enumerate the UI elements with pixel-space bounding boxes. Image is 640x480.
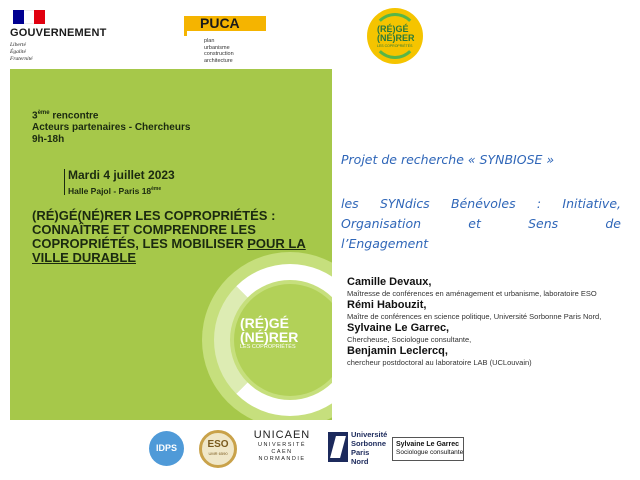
- regenerer-logo: [367, 8, 423, 64]
- poster-logo-line: (NÉ)RER: [240, 329, 299, 345]
- motto-line: Égalité: [10, 49, 26, 55]
- idps-logo: IDPS: [149, 431, 184, 466]
- puca-title: PUCA: [200, 15, 240, 31]
- puca-logo: [184, 16, 266, 64]
- author-affiliation: Maître de conférences en science politique, Université Sorbonne Paris Nord,: [347, 312, 602, 321]
- usp-line: Sorbonne: [351, 439, 386, 448]
- subtitle-line: Organisation et Sens de: [341, 216, 621, 231]
- place-sup: ème: [151, 186, 162, 192]
- headline-text: (RÉ)GÉ(NÉ)RER LES COPROPRIÉTÉS : CONNAÎTRE ET COMPRENDRE LES COPROPRIÉTÉS, LES MOBILISER: [32, 208, 276, 251]
- usp-line: Université: [351, 430, 388, 439]
- puca-sub-line: urbanisme: [204, 44, 230, 51]
- project-title: Projet de recherche « SYNBIOSE »: [341, 152, 555, 167]
- meeting-hours: 9h-18h: [32, 134, 65, 146]
- author-entry: [347, 322, 629, 345]
- usp-line: Paris Nord: [351, 448, 370, 466]
- slg-name: Sylvaine Le Garrec: [396, 441, 460, 448]
- motto-line: Liberté: [10, 42, 26, 48]
- partner-logos: [0, 427, 640, 477]
- regen-logo-subline: LES COPROPRIÉTÉS: [377, 44, 413, 48]
- author-entry: [347, 345, 629, 368]
- gouvernement-logo: [10, 10, 120, 63]
- author-affiliation: Maîtresse de conférences en aménagement et urbanisme, laboratoire ESO: [347, 289, 597, 298]
- puca-sub-line: construction: [204, 51, 234, 57]
- author-name: Camille Devaux,: [347, 276, 432, 288]
- puca-subtitle: [204, 38, 266, 64]
- slg-role: Sociologue consultante: [396, 449, 464, 456]
- project-subtitle: [341, 194, 621, 254]
- unicaen-sub: UNIVERSITÉ CAEN NORMANDIE: [257, 442, 306, 462]
- poster-logo-line: (RÉ)GÉ: [240, 315, 289, 331]
- headline-underlined: POUR LA VILLE DURABLE: [32, 236, 306, 265]
- place-text: Halle Pajol - Paris 18: [68, 185, 152, 196]
- puca-sub-line: architecture: [204, 57, 233, 64]
- author-entry: [347, 276, 629, 299]
- gov-name: GOUVERNEMENT: [10, 27, 107, 39]
- author-name: Sylvaine Le Garrec,: [347, 322, 450, 334]
- event-poster: [10, 69, 332, 420]
- sorbonne-paris-nord-logo: [328, 430, 386, 468]
- poster-logo: [240, 316, 298, 351]
- event-place: [68, 184, 161, 196]
- unicaen-logo: [253, 429, 311, 463]
- author-name: Rémi Habouzit,: [347, 299, 427, 311]
- meeting-audience: Acteurs partenaires - Chercheurs: [32, 122, 191, 134]
- author-affiliation: Chercheuse, Sociologue consultante,: [347, 335, 472, 344]
- sylvaine-le-garrec-logo: [392, 437, 464, 461]
- poster-logo-subline: LES COPROPRIÉTÉS: [240, 344, 296, 350]
- author-affiliation: chercheur postdoctoral au laboratoire LAB (UCLouvain): [347, 358, 532, 367]
- meeting-rest: rencontre: [49, 110, 99, 122]
- usp-text: [351, 430, 387, 466]
- eso-sub: UMR 6590: [208, 451, 228, 456]
- subtitle-line: les SYNdics Bénévoles : Initiative,: [341, 196, 621, 211]
- puca-sub-line: plan: [204, 38, 215, 44]
- gov-motto: [10, 42, 120, 63]
- puca-mark: [184, 16, 266, 36]
- eso-logo: [199, 430, 237, 468]
- subtitle-line: l’Engagement: [341, 236, 429, 251]
- eso-main: ESO: [207, 439, 229, 450]
- author-entry: [347, 299, 629, 322]
- meeting-number: 3: [32, 110, 38, 122]
- meeting-sup: ème: [37, 110, 50, 116]
- authors-list: [347, 276, 629, 368]
- motto-line: Fraternité: [10, 56, 33, 62]
- meeting-info: [32, 107, 190, 146]
- french-flag-icon: [13, 10, 45, 24]
- author-name: Benjamin Leclercq,: [347, 345, 448, 357]
- event-date: Mardi 4 juillet 2023: [68, 168, 175, 182]
- usp-mark-icon: [328, 432, 348, 462]
- date-divider: [64, 169, 65, 195]
- regen-logo-line: (NÉ)RER: [377, 33, 415, 43]
- unicaen-main: UNICAEN: [253, 429, 311, 441]
- regen-logo-line: (RÉ)GÉ: [377, 24, 409, 34]
